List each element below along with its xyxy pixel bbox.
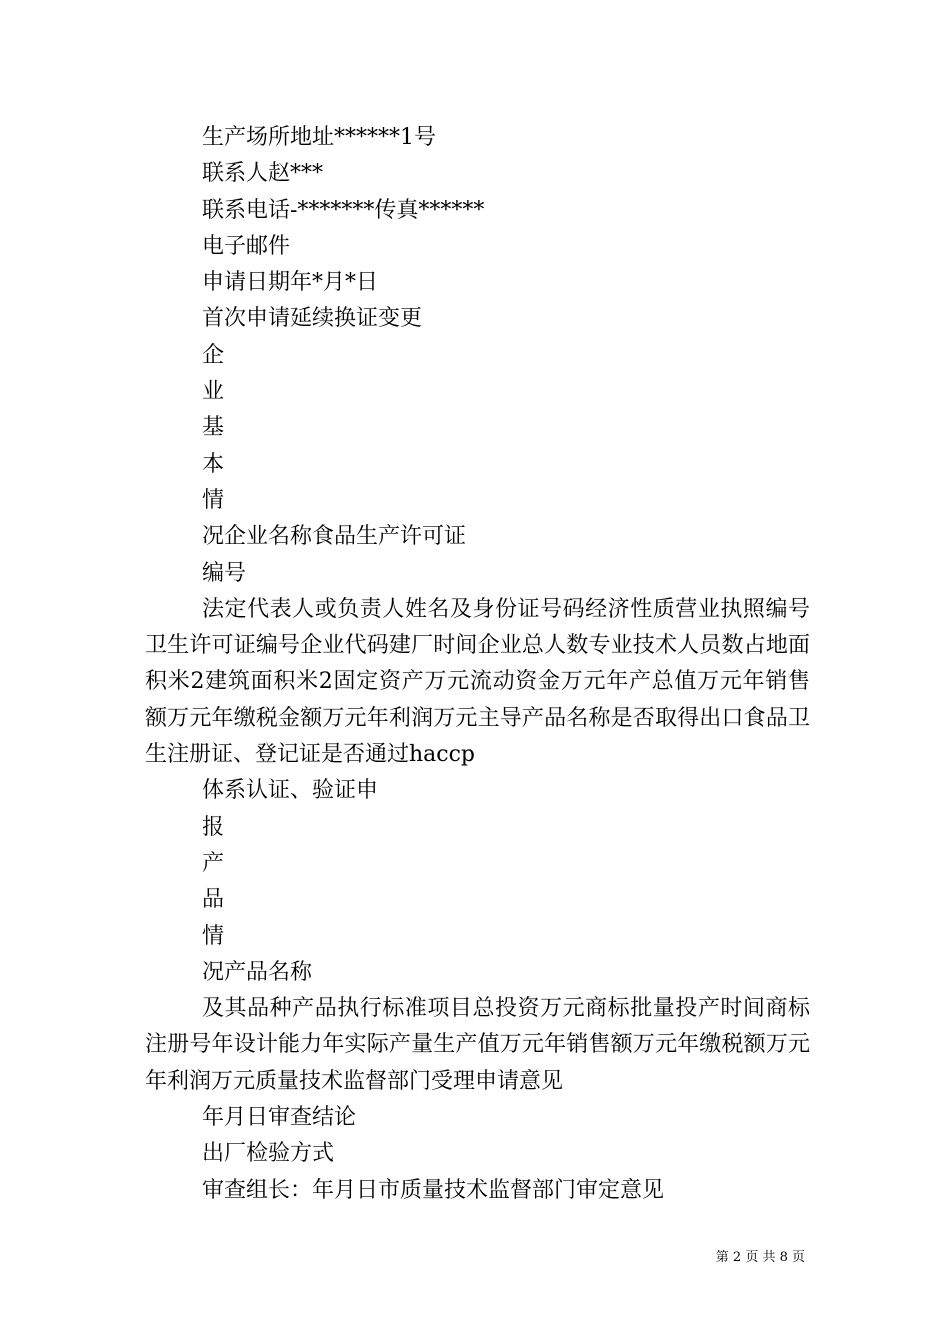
text-line: 况企业名称食品生产许可证: [202, 524, 467, 550]
text-line: 基: [202, 415, 225, 441]
text-line: 联系人赵***: [202, 161, 324, 187]
text-line: 业: [202, 379, 225, 405]
text-line: 首次申请延续换证变更: [202, 306, 423, 332]
page-number: 第 2 页 共 8 页: [715, 1250, 805, 1265]
text-line: 产: [202, 850, 225, 876]
text-line: 申请日期年*月*日: [202, 270, 379, 296]
text-line: 联系电话-*******传真******: [202, 197, 485, 223]
text-line: 体系认证、验证申: [202, 778, 379, 804]
document-body: [145, 120, 810, 1209]
text-line: 出厂检验方式: [202, 1141, 335, 1167]
text-line: 电子邮件: [202, 233, 291, 259]
text-line: 审查组长：年月日市质量技术监督部门审定意见: [202, 1177, 665, 1203]
paragraph-enterprise-info: 法定代表人或负责人姓名及身份证号码经济性质营业执照编号卫生许可证编号企业代码建厂时间企业总人数专业技术人员数占地面积米2建筑面积米2固定资产万元流动资金万元年产总值万元年销售额万元年缴税金额万元年利润万元主导产品名称是否取得出口食品卫生注册证、登记证是否通过haccp: [145, 596, 810, 768]
text-line: 编号: [202, 560, 247, 586]
text-line: 企: [202, 342, 225, 368]
text-line: 报: [202, 814, 225, 840]
text-line: 况产品名称: [202, 959, 313, 985]
text-line: 年月日审查结论: [202, 1105, 357, 1131]
paragraph-product-info: 及其品种产品执行标准项目总投资万元商标批量投产时间商标注册号年设计能力年实际产量生产值万元年销售额万元年缴税额万元年利润万元质量技术监督部门受理申请意见: [145, 996, 810, 1094]
text-line: 情: [202, 923, 225, 949]
text-line: 品: [202, 887, 225, 913]
text-line: 生产场所地址******1号: [202, 125, 436, 150]
text-line: 情: [202, 487, 225, 513]
text-line: 本: [202, 451, 225, 477]
